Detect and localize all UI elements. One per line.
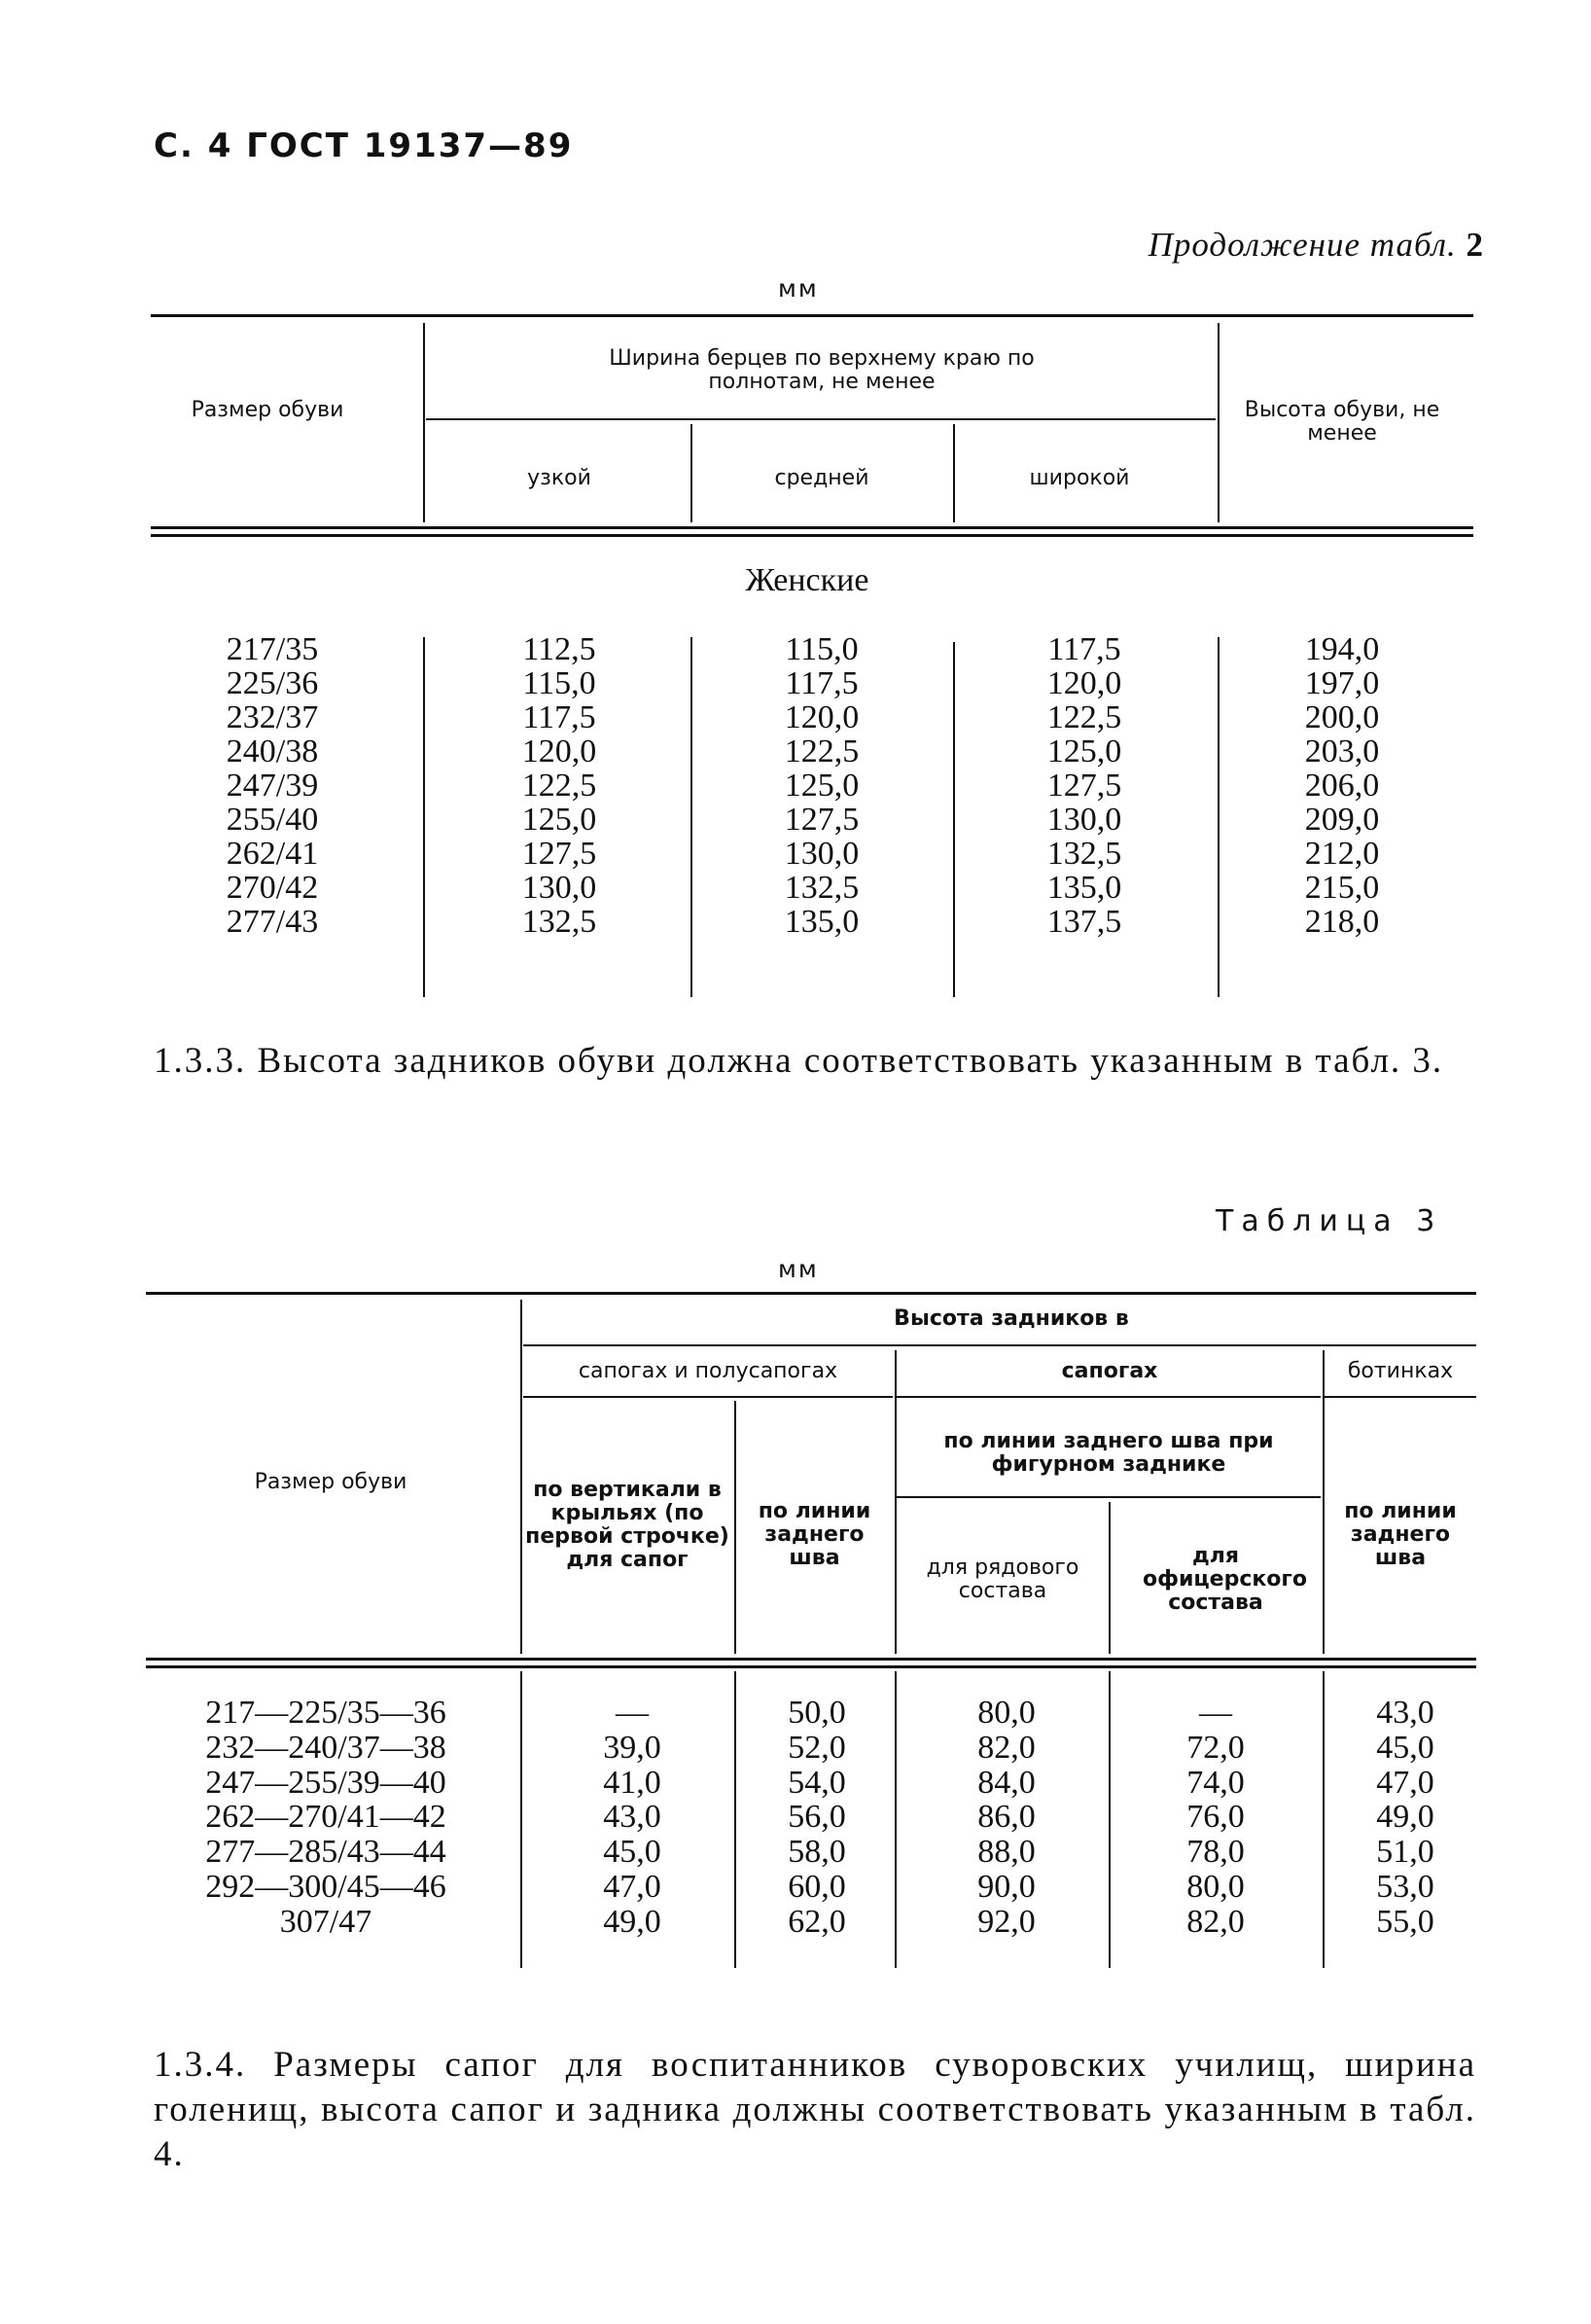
table-cell: 307/47: [279, 1903, 372, 1940]
table-cell: 41,0: [603, 1764, 661, 1801]
table2-top-rule: [151, 314, 1473, 317]
t3-header-size: Размер обуви: [254, 1470, 407, 1494]
table-cell: 217/35: [226, 631, 319, 667]
table-cell: 130,0: [1046, 802, 1122, 838]
table2-body-vline: [423, 637, 425, 997]
table2-body-vline: [690, 637, 692, 997]
table2-vline: [953, 424, 955, 522]
table-cell: 137,5: [1046, 904, 1122, 940]
table-cell: 247—255/39—40: [205, 1764, 446, 1801]
table3-hline: [897, 1396, 1321, 1398]
table3-hline: [1325, 1396, 1476, 1398]
table2-continuation-label: [1149, 226, 1484, 265]
table-cell: 80,0: [977, 1695, 1036, 1731]
table-cell: 270/42: [226, 870, 319, 906]
table-cell: 92,0: [977, 1903, 1036, 1940]
table-cell: 232—240/37—38: [205, 1729, 446, 1766]
table-cell: 135,0: [784, 904, 860, 940]
t3-header-officer: для офицерского состава: [1143, 1544, 1308, 1615]
table-cell: 120,0: [784, 699, 860, 735]
table-cell: 49,0: [603, 1903, 661, 1940]
table-cell: 45,0: [1376, 1729, 1434, 1766]
table-cell: 120,0: [1046, 665, 1122, 701]
table3-vline: [734, 1401, 736, 1654]
table-cell: 232/37: [226, 699, 319, 735]
table3-body-vline: [1109, 1671, 1111, 1968]
table-cell: 62,0: [788, 1903, 846, 1940]
table-cell: 209,0: [1304, 802, 1380, 838]
table-cell: 50,0: [788, 1695, 846, 1731]
paragraph-1-3-4: 1.3.4. Размеры сапог для воспитанников суворовских училищ, ширина голенищ, высота сапог и задника должны соответствовать указанным в табл. 4.: [154, 2045, 1476, 2174]
table-cell: 262/41: [226, 836, 319, 872]
table3-col-shoes: [1337, 1696, 1473, 1940]
table2-header-rule: [151, 526, 1473, 529]
table3-col-rank: [934, 1696, 1079, 1940]
table2-col-size: [175, 632, 370, 939]
table3-header-rule: [146, 1658, 1476, 1661]
table-cell: 56,0: [788, 1799, 846, 1836]
table-cell: 82,0: [977, 1729, 1036, 1766]
paragraph-1-3-3: 1.3.3. Высота задников обуви должна соответствовать указанным в табл. 3.: [154, 1041, 1444, 1081]
table3-hline: [523, 1344, 1476, 1346]
table3-caption: Таблица 3: [1216, 1204, 1443, 1238]
t3-header-vertical: по вертикали в крыльях (по первой строчке) для сапог: [525, 1478, 729, 1572]
continuation-number: 2: [1466, 226, 1484, 264]
table-cell: 122,5: [1046, 699, 1122, 735]
t3-header-seam-line: по линии заднего шва: [758, 1499, 871, 1570]
table-cell: 132,5: [784, 870, 860, 906]
table-cell: 39,0: [603, 1729, 661, 1766]
table-cell: 127,5: [1046, 768, 1122, 804]
table3-col-seam: [739, 1696, 895, 1940]
table2-body-vline: [1218, 637, 1220, 997]
table-cell: 86,0: [977, 1799, 1036, 1836]
table2-hline: [426, 418, 1216, 420]
table-cell: 132,5: [521, 904, 597, 940]
section-women: Женские: [745, 562, 869, 598]
table-cell: 255/40: [226, 802, 319, 838]
table3-col-officer: [1143, 1696, 1289, 1940]
table-cell: 117,5: [785, 665, 859, 701]
header-size: Размер обуви: [191, 398, 344, 422]
table-cell: 277/43: [226, 904, 319, 940]
table-cell: 130,0: [784, 836, 860, 872]
table2-col-narrow: [477, 632, 642, 939]
table3-top-rule: [146, 1292, 1476, 1295]
table-cell: 217—225/35—36: [205, 1695, 446, 1731]
table-cell: 194,0: [1304, 631, 1380, 667]
table3-body-vline: [1323, 1671, 1325, 1968]
table3-vline: [520, 1300, 522, 1654]
header-medium: средней: [774, 466, 869, 490]
table-cell: 127,5: [784, 802, 860, 838]
table-cell: —: [1199, 1695, 1232, 1731]
table2-vline: [690, 424, 692, 522]
table-cell: 206,0: [1304, 768, 1380, 804]
table-cell: 122,5: [784, 733, 860, 769]
table-cell: 43,0: [603, 1799, 661, 1836]
table-cell: 55,0: [1376, 1903, 1434, 1940]
header-height: Высота обуви, не менее: [1244, 398, 1440, 446]
table-cell: 122,5: [521, 768, 597, 804]
table-cell: 76,0: [1186, 1799, 1245, 1836]
table-cell: 60,0: [788, 1868, 846, 1905]
table-cell: 58,0: [788, 1834, 846, 1871]
table-cell: 51,0: [1376, 1834, 1434, 1871]
table-cell: 135,0: [1046, 870, 1122, 906]
table-cell: 52,0: [788, 1729, 846, 1766]
table2-col-medium: [739, 632, 904, 939]
table-cell: 43,0: [1376, 1695, 1434, 1731]
table-cell: 262—270/41—42: [205, 1799, 446, 1836]
table-cell: 117,5: [522, 699, 596, 735]
table-cell: 112,5: [522, 631, 596, 667]
header-width-group: Ширина берцев по верхнему краю по полнотам, не менее: [609, 346, 1035, 394]
table3-body-vline: [895, 1671, 897, 1968]
t3-header-top: Высота задников в: [894, 1306, 1129, 1331]
table-cell: 127,5: [521, 836, 597, 872]
table-cell: 49,0: [1376, 1799, 1434, 1836]
t3-header-boots: сапогах: [1061, 1359, 1158, 1383]
table-cell: 292—300/45—46: [205, 1868, 446, 1905]
table3-vline: [1109, 1502, 1111, 1654]
table3-unit: мм: [778, 1255, 819, 1283]
table-cell: 218,0: [1304, 904, 1380, 940]
table-cell: 125,0: [1046, 733, 1122, 769]
t3-header-boots-half: сапогах и полусапогах: [578, 1359, 838, 1383]
table-cell: 115,0: [522, 665, 596, 701]
table3-col-vertical: [549, 1696, 715, 1940]
table-cell: 54,0: [788, 1764, 846, 1801]
table-cell: 78,0: [1186, 1834, 1245, 1871]
table-cell: 80,0: [1186, 1868, 1245, 1905]
table-cell: 247/39: [226, 768, 319, 804]
table-cell: 117,5: [1047, 631, 1121, 667]
table-cell: 84,0: [977, 1764, 1036, 1801]
table-cell: 130,0: [521, 870, 597, 906]
t3-header-figured: по линии заднего шва при фигурном заднике: [943, 1429, 1274, 1477]
table-cell: 90,0: [977, 1868, 1036, 1905]
table-cell: 125,0: [784, 768, 860, 804]
table2-unit: мм: [778, 274, 819, 303]
table-cell: 72,0: [1186, 1729, 1245, 1766]
table-cell: 53,0: [1376, 1868, 1434, 1905]
table-cell: 47,0: [603, 1868, 661, 1905]
table-cell: 203,0: [1304, 733, 1380, 769]
page-header: С. 4 ГОСТ 19137—89: [154, 126, 574, 165]
table2-col-wide: [1002, 632, 1167, 939]
t3-header-rank: для рядового состава: [926, 1555, 1079, 1603]
table-cell: 120,0: [521, 733, 597, 769]
header-narrow: узкой: [527, 466, 591, 490]
table-cell: 215,0: [1304, 870, 1380, 906]
table2-body-vline: [953, 642, 955, 997]
table-cell: 212,0: [1304, 836, 1380, 872]
table2-vline: [1218, 323, 1220, 522]
t3-header-shoes: ботинках: [1347, 1359, 1454, 1383]
table3-header-rule: [146, 1665, 1476, 1668]
table3-col-size: [165, 1696, 486, 1940]
table-cell: 88,0: [977, 1834, 1036, 1871]
t3-header-shoes-seam: по линии заднего шва: [1344, 1499, 1457, 1570]
table-cell: 132,5: [1046, 836, 1122, 872]
table-cell: 82,0: [1186, 1903, 1245, 1940]
table-cell: 74,0: [1186, 1764, 1245, 1801]
table-cell: 225/36: [226, 665, 319, 701]
table3-hline: [897, 1496, 1321, 1498]
table2-vline: [423, 323, 425, 522]
table-cell: 47,0: [1376, 1764, 1434, 1801]
table-cell: 125,0: [521, 802, 597, 838]
table-cell: 45,0: [603, 1834, 661, 1871]
header-wide: широкой: [1029, 466, 1130, 490]
table-cell: 200,0: [1304, 699, 1380, 735]
table-cell: 277—285/43—44: [205, 1834, 446, 1871]
table3-hline: [523, 1396, 893, 1398]
table-cell: 240/38: [226, 733, 319, 769]
table2-col-height: [1259, 632, 1425, 939]
table-cell: 197,0: [1304, 665, 1380, 701]
table-cell: 115,0: [785, 631, 859, 667]
table3-body-vline: [520, 1671, 522, 1968]
continuation-text: Продолжение табл.: [1148, 226, 1457, 264]
table-cell: —: [616, 1695, 649, 1731]
table2-header-rule: [151, 534, 1473, 537]
table3-body-vline: [734, 1671, 736, 1968]
